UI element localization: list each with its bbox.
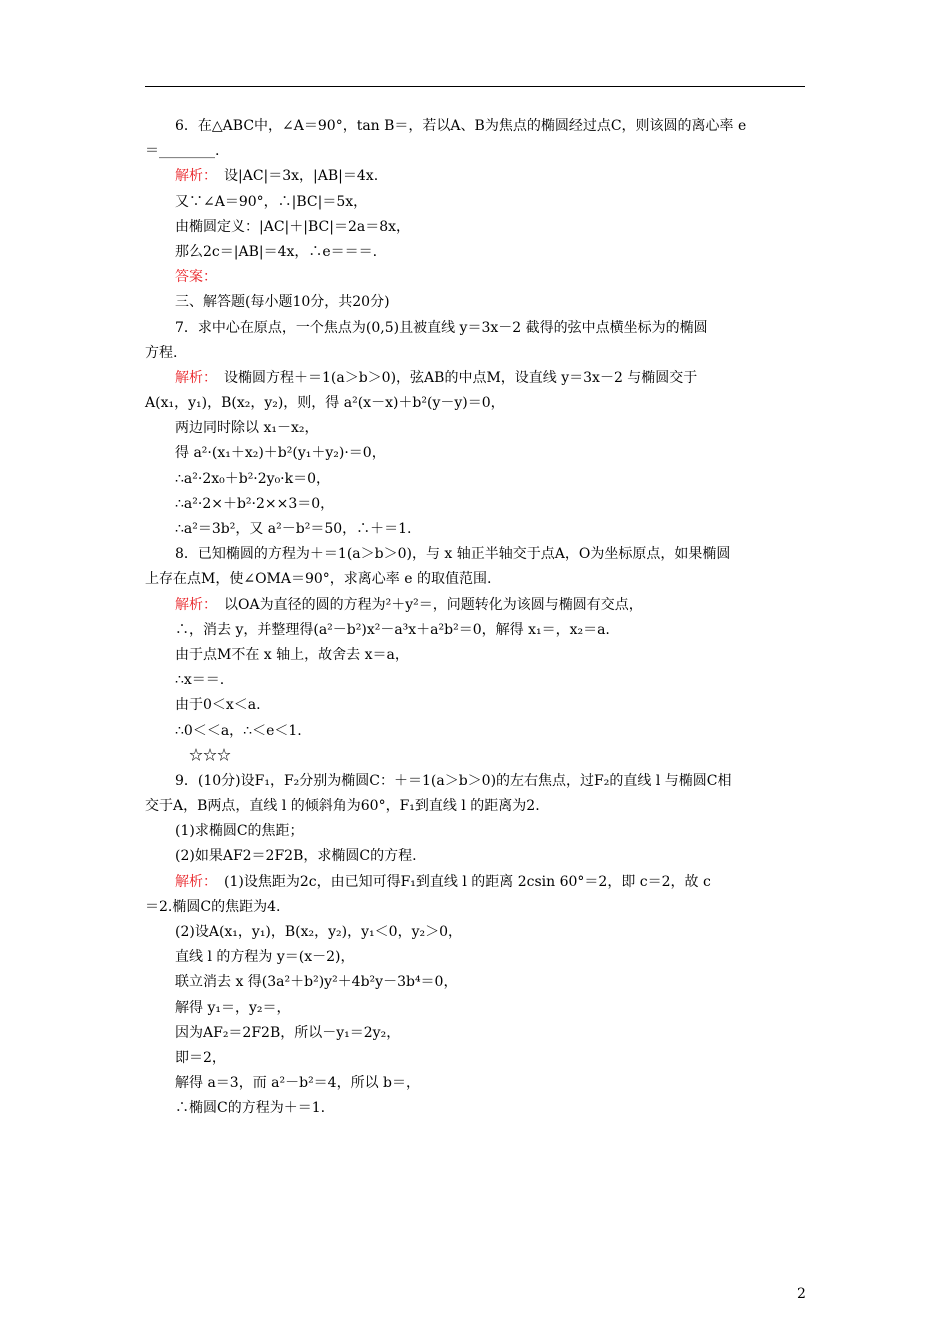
line-text: 设|AC|＝3x，|AB|＝4x. [210, 168, 379, 185]
line-text: 因为AF₂＝2F2B，所以－y₁＝2y₂， [175, 1024, 401, 1041]
text-line [145, 1096, 807, 1121]
text-line [145, 517, 807, 542]
text-line [145, 1071, 807, 1096]
answer-label: 答案： [175, 269, 217, 286]
text-line [145, 265, 807, 290]
line-text: ∴a²·2×＋b²·2××3＝0， [175, 495, 335, 512]
text-line [145, 996, 807, 1021]
answer-label: 解析： [175, 596, 210, 613]
line-text: 8．已知椭圆的方程为＋＝1(a＞b＞0)，与 x 轴正半轴交于点A，O为坐标原点，如果椭圆 [175, 546, 731, 563]
line-text: 9．(10分)设F₁，F₂分别为椭圆C：＋＝1(a＞b＞0)的左右焦点，过F₂的直线 l 与椭圆C相 [175, 772, 732, 789]
text-line [145, 643, 807, 668]
text-line [145, 240, 807, 265]
line-text: 解得 y₁＝，y₂＝， [175, 999, 291, 1016]
line-text: ∴0＜＜a，∴＜e＜1. [175, 722, 302, 739]
text-line [145, 492, 807, 517]
line-text: 交于A，B两点，直线 l 的倾斜角为60°，F₁到直线 l 的距离为2. [145, 798, 540, 815]
line-text: 设椭圆方程＋＝1(a＞b＞0)，弦AB的中点M，设直线 y＝3x－2 与椭圆交于 [210, 369, 698, 386]
text-line [145, 416, 807, 441]
text-line [145, 844, 807, 869]
text-line [145, 1046, 807, 1071]
line-text: 由椭圆定义：|AC|＋|BC|＝2a＝8x， [175, 218, 411, 235]
line-text: 由于0＜x＜a. [175, 697, 261, 714]
line-text: 解得 a＝3，而 a²－b²＝4，所以 b＝， [175, 1075, 421, 1092]
line-text: 又∵∠A＝90°，∴|BC|＝5x， [175, 193, 368, 210]
line-text: ＝________. [145, 143, 220, 160]
text-line [145, 164, 807, 189]
text-line [145, 668, 807, 693]
text-line [145, 618, 807, 643]
line-text: 三、解答题(每小题10分，共20分) [175, 294, 390, 311]
answer-label: 解析： [175, 168, 210, 185]
text-line [145, 794, 807, 819]
line-text: (2)设A(x₁，y₁)，B(x₂，y₂)，y₁＜0，y₂＞0， [175, 924, 462, 940]
line-text: ∴，消去 y，并整理得(a²－b²)x²－a³x＋a²b²＝0，解得 x₁＝，x₂＝a. [175, 621, 610, 638]
text-line [145, 316, 807, 341]
text-line [145, 290, 807, 315]
text-line [145, 139, 807, 164]
text-line [145, 719, 807, 744]
text-line [145, 467, 807, 492]
line-text: (1)求椭圆C的焦距； [175, 823, 304, 840]
answer-label: 解析： [175, 369, 210, 386]
text-line [145, 870, 807, 895]
text-line [145, 744, 807, 769]
answer-label: 解析： [175, 873, 210, 890]
line-text: 以OA为直径的圆的方程为²＋y²＝，问题转化为该圆与椭圆有交点， [210, 596, 643, 613]
line-text: 联立消去 x 得(3a²＋b²)y²＋4b²y－3b⁴＝0， [175, 974, 458, 991]
line-text: 方程. [145, 344, 178, 361]
line-text: ∴椭圆C的方程为＋＝1. [175, 1100, 326, 1117]
text-line [145, 114, 807, 139]
line-text: ∴a²·2x₀＋b²·2y₀·k＝0， [175, 470, 331, 487]
text-line [145, 593, 807, 618]
line-text: (2)如果AF2＝2F2B，求椭圆C的方程. [175, 848, 417, 865]
text-line [145, 441, 807, 466]
text-line [145, 1021, 807, 1046]
header-rule [145, 86, 805, 87]
line-text: 由于点M不在 x 轴上，故舍去 x＝a， [175, 646, 409, 663]
page-number: 2 [797, 1286, 806, 1302]
text-line [145, 970, 807, 995]
text-line [145, 542, 807, 567]
line-text: 两边同时除以 x₁－x₂， [175, 420, 319, 437]
text-line [145, 920, 807, 945]
text-line [145, 366, 807, 391]
text-line [145, 945, 807, 970]
line-text: ∴x＝＝. [175, 672, 225, 689]
line-text: 那么2c＝|AB|＝4x，∴e＝＝＝. [175, 243, 378, 260]
line-text: 7．求中心在原点，一个焦点为(0,5)且被直线 y＝3x－2 截得的弦中点横坐标为的椭圆 [175, 319, 708, 336]
text-line [145, 895, 807, 920]
line-text: 得 a²·(x₁＋x₂)＋b²(y₁＋y₂)·＝0， [175, 445, 386, 462]
text-line [145, 567, 807, 592]
line-text: ☆☆☆ [175, 747, 231, 764]
document-body [145, 114, 807, 1122]
text-line [145, 391, 807, 416]
line-text: A(x₁，y₁)，B(x₂，y₂)，则，得 a²(x－x)＋b²(y－y)＝0， [145, 395, 505, 412]
text-line [145, 769, 807, 794]
line-text: ＝2.椭圆C的焦距为4. [145, 898, 281, 915]
line-text: 上存在点M，使∠OMA＝90°，求离心率 e 的取值范围. [145, 571, 492, 588]
text-line [145, 215, 807, 240]
text-line [145, 819, 807, 844]
line-text: ∴a²＝3b²，又 a²－b²＝50，∴＋＝1. [175, 521, 412, 537]
line-text: 6．在△ABC中，∠A＝90°，tan B＝，若以A、B为焦点的椭圆经过点C，则该圆的离心率 e [175, 118, 747, 134]
text-line [145, 341, 807, 366]
text-line [145, 190, 807, 215]
text-line [145, 693, 807, 718]
line-text: 即＝2， [175, 1049, 226, 1066]
line-text: 直线 l 的方程为 y＝(x－2)， [175, 949, 355, 966]
line-text: (1)设焦距为2c，由已知可得F₁到直线 l 的距离 2csin 60°＝2，即 c＝2，故 c [210, 873, 711, 890]
